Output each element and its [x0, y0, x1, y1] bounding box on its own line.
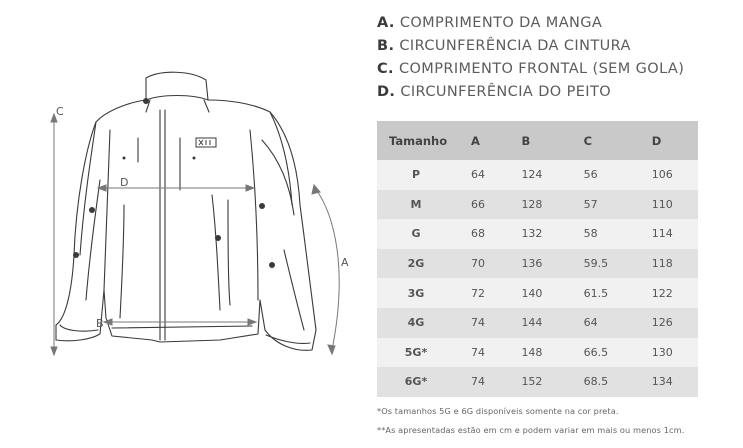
- measurement-cell: 152: [505, 367, 567, 397]
- table-row: [377, 367, 698, 397]
- measurement-cell: 74: [455, 308, 505, 338]
- measurement-cell: 56: [568, 160, 636, 190]
- measurement-cell: 68: [455, 219, 505, 249]
- size-cell: 5G*: [377, 338, 455, 368]
- measurement-cell: 140: [505, 278, 567, 308]
- measurement-cell: 130: [636, 338, 698, 368]
- measurement-cell: 64: [568, 308, 636, 338]
- legend-item-a: A. COMPRIMENTO DA MANGA: [377, 15, 603, 31]
- measurement-cell: 70: [455, 249, 505, 279]
- measurement-cell: 128: [505, 190, 567, 220]
- column-header-c: C: [568, 121, 636, 160]
- table-row: [377, 219, 698, 249]
- legend-item-b: B. CIRCUNFERÊNCIA DA CINTURA: [377, 38, 631, 54]
- measurement-cell: 57: [568, 190, 636, 220]
- measurement-cell: 136: [505, 249, 567, 279]
- table-row: [377, 249, 698, 279]
- size-cell: M: [377, 190, 455, 220]
- table-row: [377, 278, 698, 308]
- measurement-cell: 144: [505, 308, 567, 338]
- legend-item-d: D. CIRCUNFERÊNCIA DO PEITO: [377, 84, 612, 100]
- table-row: [377, 308, 698, 338]
- measurement-cell: 58: [568, 219, 636, 249]
- measurement-cell: 61.5: [568, 278, 636, 308]
- table-row: [377, 338, 698, 368]
- measurement-cell: 118: [636, 249, 698, 279]
- brand-logo: [196, 138, 216, 147]
- measurement-cell: 124: [505, 160, 567, 190]
- measurement-cell: 106: [636, 160, 698, 190]
- measurement-cell: 68.5: [568, 367, 636, 397]
- measurement-cell: 148: [505, 338, 567, 368]
- measurement-cell: 114: [636, 219, 698, 249]
- column-header-a: A: [455, 121, 505, 160]
- size-cell: 2G: [377, 249, 455, 279]
- measurement-cell: 64: [455, 160, 505, 190]
- column-header-size: Tamanho: [377, 121, 455, 160]
- measurement-cell: 122: [636, 278, 698, 308]
- measurement-cell: 74: [455, 338, 505, 368]
- size-cell: G: [377, 219, 455, 249]
- column-header-d: D: [636, 121, 698, 160]
- size-cell: P: [377, 160, 455, 190]
- footnote-availability: *Os tamanhos 5G e 6G disponíveis somente na cor preta.: [377, 406, 619, 416]
- column-header-b: B: [505, 121, 567, 160]
- size-table: [377, 121, 698, 397]
- measurement-cell: 59.5: [568, 249, 636, 279]
- jacket-illustration: [0, 0, 360, 448]
- dimension-label-d: D: [120, 176, 129, 189]
- dimension-label-a: A: [341, 256, 349, 269]
- measurement-cell: 74: [455, 367, 505, 397]
- measurement-cell: 126: [636, 308, 698, 338]
- measurement-cell: 132: [505, 219, 567, 249]
- dimension-label-b: B: [96, 317, 104, 330]
- measurement-cell: 110: [636, 190, 698, 220]
- measurement-cell: 134: [636, 367, 698, 397]
- footnote-measurements: **As apresentadas estão em cm e podem variar em mais ou menos 1cm.: [377, 425, 685, 435]
- size-cell: 3G: [377, 278, 455, 308]
- dimension-label-c: C: [56, 105, 64, 118]
- table-header-row: [377, 121, 698, 160]
- measurement-legend: [377, 12, 684, 104]
- table-row: [377, 160, 698, 190]
- measurement-cell: 72: [455, 278, 505, 308]
- measurement-cell: 66: [455, 190, 505, 220]
- size-cell: 4G: [377, 308, 455, 338]
- table-row: [377, 190, 698, 220]
- measurement-cell: 66.5: [568, 338, 636, 368]
- size-cell: 6G*: [377, 367, 455, 397]
- legend-item-c: C. COMPRIMENTO FRONTAL (SEM GOLA): [377, 61, 685, 77]
